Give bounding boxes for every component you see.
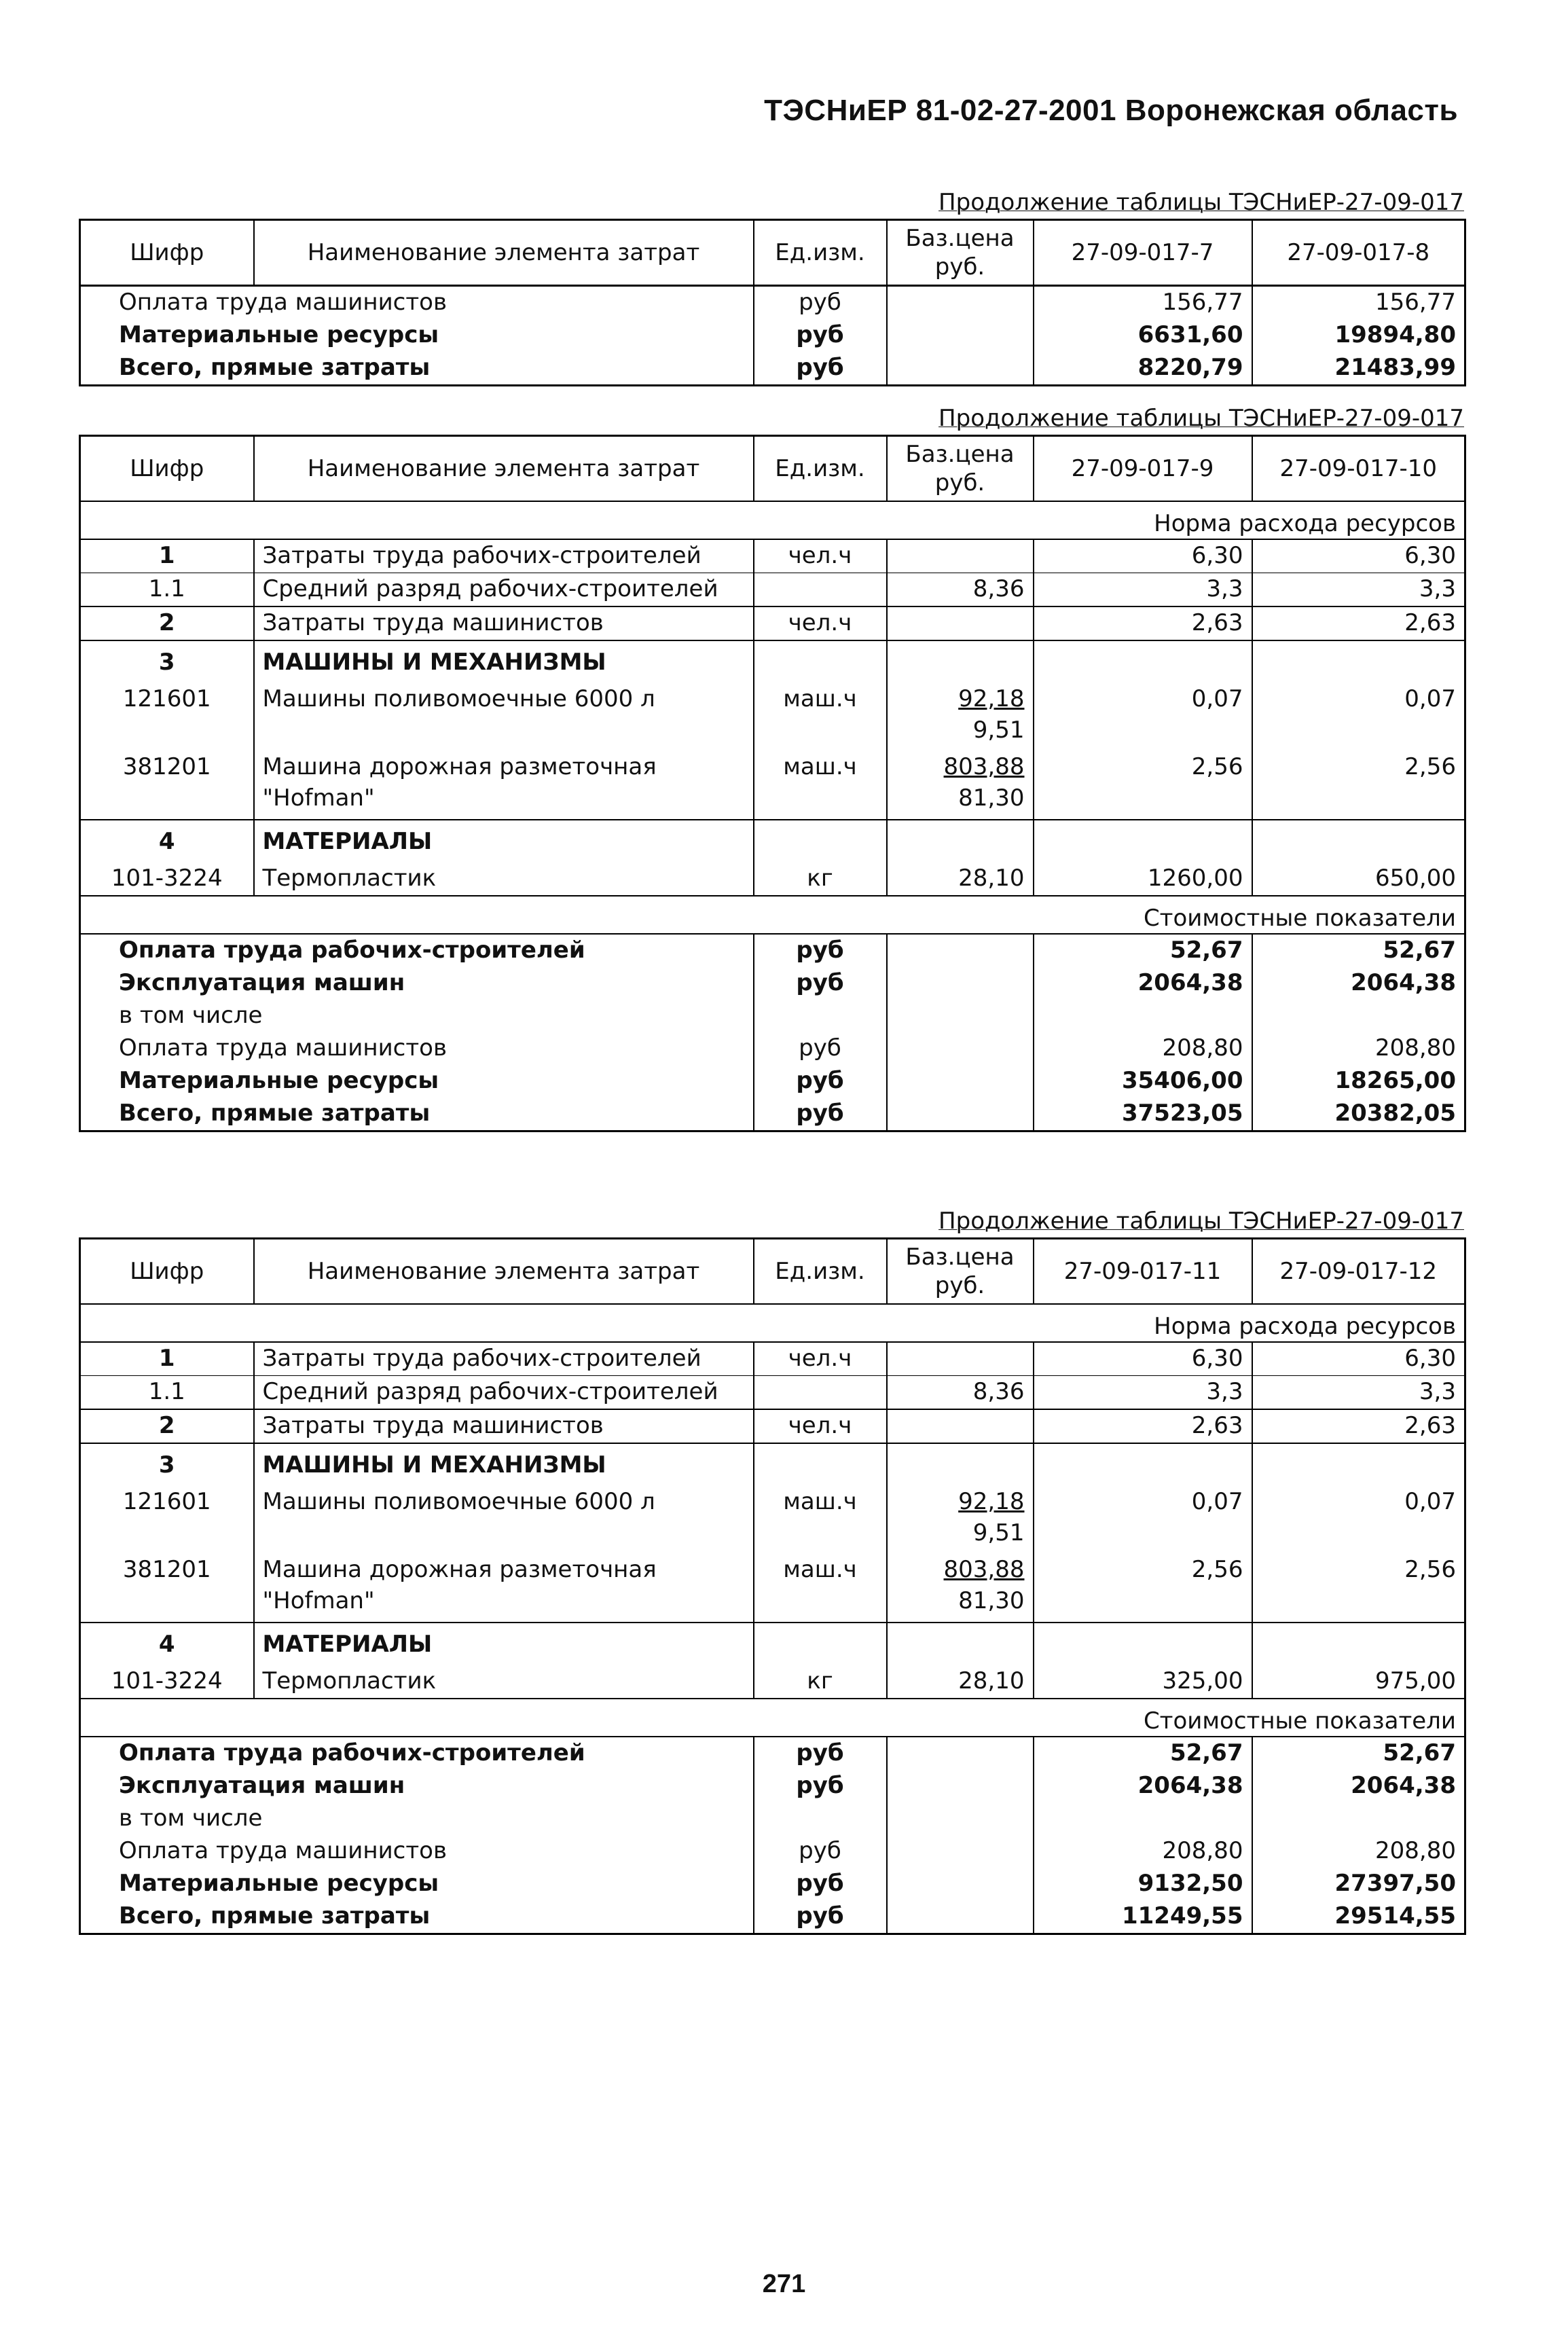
- row-code: 1: [158, 542, 175, 569]
- col-header-name: Наименование элемента затрат: [254, 220, 754, 286]
- row-value-a: 6631,60: [1034, 319, 1252, 352]
- row-name: Затраты труда машинистов: [254, 606, 754, 640]
- row-code: 381201: [122, 753, 211, 780]
- col-header-code: Шифр: [80, 436, 254, 502]
- section-row-cost: [80, 1699, 1465, 1737]
- col-header-a: 27-09-017-7: [1034, 220, 1252, 286]
- row-unit: чел.ч: [754, 606, 887, 640]
- row-code: 121601: [122, 685, 211, 712]
- row-code: 3: [158, 1451, 175, 1479]
- row-label: Материальные ресурсы: [119, 321, 439, 348]
- row-label: Эксплуатация машин: [119, 1772, 405, 1799]
- continuation-caption: Продолжение таблицы ТЭСНиЕР-27-09-017: [938, 189, 1464, 216]
- table-header-row: [80, 220, 1465, 286]
- row-name: [254, 751, 754, 820]
- row-name: [254, 1554, 754, 1623]
- row-code: 121601: [122, 1488, 211, 1515]
- table-row: [80, 683, 1465, 751]
- row-value-b: 21483,99: [1252, 352, 1465, 386]
- table-row: [80, 1098, 1465, 1131]
- row-price: 8,36: [887, 573, 1034, 607]
- row-value-b: 208,80: [1252, 1032, 1465, 1065]
- row-value-b: 3,3: [1252, 573, 1465, 607]
- col-header-code: Шифр: [80, 220, 254, 286]
- row-price: [887, 1486, 1034, 1554]
- col-header-unit: Ед.изм.: [754, 220, 887, 286]
- row-value-b: 2,63: [1252, 606, 1465, 640]
- table-row: [80, 319, 1465, 352]
- col-header-price: Баз.цена руб.: [887, 220, 1034, 286]
- row-name: Средний разряд рабочих-строителей: [254, 1376, 754, 1410]
- row-value-b: 52,67: [1252, 1737, 1465, 1770]
- row-unit: руб: [754, 1868, 887, 1900]
- row-name: Средний разряд рабочих-строителей: [254, 573, 754, 607]
- row-unit: руб: [754, 1835, 887, 1868]
- row-label: Материальные ресурсы: [119, 1870, 439, 1897]
- table-row: [80, 934, 1465, 967]
- table-row: [80, 1835, 1465, 1868]
- table-row: [80, 1802, 1465, 1835]
- row-value-a: 2,56: [1034, 751, 1252, 820]
- page-header-title: ТЭСНиЕР 81-02-27-2001 Воронежская область: [764, 94, 1458, 127]
- row-price: [887, 606, 1034, 640]
- row-code: 2: [158, 609, 175, 636]
- row-unit: руб: [754, 934, 887, 967]
- price-secondary: 9,51: [972, 1519, 1025, 1546]
- continuation-caption: Продолжение таблицы ТЭСНиЕР-27-09-017: [938, 405, 1464, 432]
- row-value-a: 156,77: [1034, 286, 1252, 320]
- row-unit: маш.ч: [754, 751, 887, 820]
- row-name: МАШИНЫ И МЕХАНИЗМЫ: [254, 1443, 754, 1486]
- row-label: Всего, прямые затраты: [119, 1100, 431, 1127]
- row-unit: руб: [754, 1065, 887, 1098]
- row-value-a: 35406,00: [1034, 1065, 1252, 1098]
- col-header-code: Шифр: [80, 1239, 254, 1305]
- row-value-a: 11249,55: [1034, 1900, 1252, 1934]
- table-row: [80, 286, 1465, 320]
- row-price: [887, 683, 1034, 751]
- row-price: [887, 1342, 1034, 1376]
- section-label-cost: Стоимостные показатели: [80, 896, 1465, 934]
- table-header-row: [80, 436, 1465, 502]
- row-price: [887, 751, 1034, 820]
- row-label: в том числе: [119, 1002, 263, 1029]
- row-value-b: 29514,55: [1252, 1900, 1465, 1934]
- row-label: в том числе: [119, 1805, 263, 1832]
- row-value-a: 2064,38: [1034, 1770, 1252, 1802]
- table-row: [80, 967, 1465, 1000]
- row-code: 1: [158, 1345, 175, 1372]
- row-code: 4: [158, 828, 175, 855]
- row-value-b: 20382,05: [1252, 1098, 1465, 1131]
- table-row: [80, 820, 1465, 863]
- table-row: [80, 573, 1465, 607]
- row-price: [887, 1554, 1034, 1623]
- row-name: Затраты труда рабочих-строителей: [254, 1342, 754, 1376]
- row-code: 3: [158, 649, 175, 676]
- col-header-name: Наименование элемента затрат: [254, 436, 754, 502]
- row-label: Оплата труда машинистов: [119, 289, 448, 316]
- row-unit: маш.ч: [754, 1554, 887, 1623]
- row-value-a: 6,30: [1034, 539, 1252, 573]
- row-label: Оплата труда рабочих-строителей: [119, 1739, 585, 1767]
- row-value-b: 156,77: [1252, 286, 1465, 320]
- row-name: Машины поливомоечные 6000 л: [254, 1486, 754, 1554]
- price-underlined: 92,18: [958, 685, 1025, 712]
- row-value-a: 2,56: [1034, 1554, 1252, 1623]
- row-unit: чел.ч: [754, 1409, 887, 1443]
- table-row: [80, 1000, 1465, 1032]
- row-value-a: 208,80: [1034, 1835, 1252, 1868]
- table-row: [80, 1409, 1465, 1443]
- row-name-line2: "Hofman": [262, 784, 375, 812]
- row-price: 28,10: [887, 1665, 1034, 1699]
- row-value-a: 37523,05: [1034, 1098, 1252, 1131]
- table-row: [80, 863, 1465, 896]
- row-unit: маш.ч: [754, 683, 887, 751]
- continuation-caption: Продолжение таблицы ТЭСНиЕР-27-09-017: [938, 1208, 1464, 1235]
- table-row: [80, 606, 1465, 640]
- table-row: [80, 640, 1465, 683]
- row-value-a: 3,3: [1034, 1376, 1252, 1410]
- row-name: Машины поливомоечные 6000 л: [254, 683, 754, 751]
- row-name-line1: Машина дорожная разметочная: [262, 1556, 657, 1583]
- table-block-3: [79, 1205, 1464, 1935]
- col-header-a: 27-09-017-11: [1034, 1239, 1252, 1305]
- row-unit: [754, 573, 887, 607]
- table-row: [80, 1623, 1465, 1665]
- row-label: Эксплуатация машин: [119, 969, 405, 996]
- row-price: 28,10: [887, 863, 1034, 896]
- row-value-a: 0,07: [1034, 1486, 1252, 1554]
- row-value-a: 325,00: [1034, 1665, 1252, 1699]
- row-unit: руб: [754, 1900, 887, 1934]
- table-row: [80, 1486, 1465, 1554]
- col-header-unit: Ед.изм.: [754, 436, 887, 502]
- table-block-2: [79, 402, 1464, 1132]
- rates-table: [79, 219, 1466, 386]
- row-value-a: 208,80: [1034, 1032, 1252, 1065]
- row-price: 8,36: [887, 1376, 1034, 1410]
- table-row: [80, 1900, 1465, 1934]
- row-unit: руб: [754, 1737, 887, 1770]
- table-row: [80, 1342, 1465, 1376]
- row-code: 101-3224: [111, 865, 223, 892]
- row-price: [887, 1409, 1034, 1443]
- rates-table: [79, 435, 1466, 1132]
- row-name: МАШИНЫ И МЕХАНИЗМЫ: [254, 640, 754, 683]
- row-name: Термопластик: [254, 863, 754, 896]
- col-header-b: 27-09-017-10: [1252, 436, 1465, 502]
- row-value-a: 52,67: [1034, 1737, 1252, 1770]
- price-underlined: 803,88: [943, 1556, 1025, 1583]
- row-value-a: 52,67: [1034, 934, 1252, 967]
- row-code: 2: [158, 1412, 175, 1439]
- page-number: 271: [762, 2270, 806, 2298]
- table-row: [80, 1554, 1465, 1623]
- col-header-price: Баз.цена руб.: [887, 1239, 1034, 1305]
- col-header-a: 27-09-017-9: [1034, 436, 1252, 502]
- row-value-b: 2,56: [1252, 751, 1465, 820]
- row-value-b: 6,30: [1252, 1342, 1465, 1376]
- row-value-a: 3,3: [1034, 573, 1252, 607]
- row-value-b: 6,30: [1252, 539, 1465, 573]
- row-value-b: 975,00: [1252, 1665, 1465, 1699]
- row-label: Оплата труда рабочих-строителей: [119, 937, 585, 964]
- row-value-b: 208,80: [1252, 1835, 1465, 1868]
- col-header-name: Наименование элемента затрат: [254, 1239, 754, 1305]
- row-unit: [754, 1376, 887, 1410]
- row-value-b: 2,63: [1252, 1409, 1465, 1443]
- col-header-unit: Ед.изм.: [754, 1239, 887, 1305]
- table-header-row: [80, 1239, 1465, 1305]
- price-secondary: 9,51: [972, 717, 1025, 744]
- row-value-b: 2,56: [1252, 1554, 1465, 1623]
- row-value-a: 2,63: [1034, 606, 1252, 640]
- row-value-b: 0,07: [1252, 1486, 1465, 1554]
- row-unit: кг: [754, 863, 887, 896]
- row-label: Всего, прямые затраты: [119, 354, 431, 381]
- row-name-line2: "Hofman": [262, 1587, 375, 1614]
- row-price: [887, 539, 1034, 573]
- row-value-b: 0,07: [1252, 683, 1465, 751]
- col-header-b: 27-09-017-8: [1252, 220, 1465, 286]
- section-label-norm: Норма расхода ресурсов: [80, 1304, 1465, 1342]
- price-secondary: 81,30: [958, 1587, 1025, 1614]
- row-value-b: 2064,38: [1252, 1770, 1465, 1802]
- row-name: Затраты труда рабочих-строителей: [254, 539, 754, 573]
- row-label: Оплата труда машинистов: [119, 1034, 448, 1062]
- row-value-a: 2,63: [1034, 1409, 1252, 1443]
- price-secondary: 81,30: [958, 784, 1025, 812]
- row-unit: чел.ч: [754, 539, 887, 573]
- row-value-b: 18265,00: [1252, 1065, 1465, 1098]
- row-code: 1.1: [148, 1378, 185, 1405]
- row-value-a: 6,30: [1034, 1342, 1252, 1376]
- row-value-b: 27397,50: [1252, 1868, 1465, 1900]
- row-value-a: 0,07: [1034, 683, 1252, 751]
- rates-table: [79, 1237, 1466, 1935]
- section-row-norm: [80, 501, 1465, 539]
- row-unit: руб: [754, 352, 887, 386]
- row-label: Материальные ресурсы: [119, 1067, 439, 1094]
- table-block-1: [79, 186, 1464, 386]
- row-name: Термопластик: [254, 1665, 754, 1699]
- row-unit: руб: [754, 319, 887, 352]
- section-label-norm: Норма расхода ресурсов: [80, 501, 1465, 539]
- row-value-b: 3,3: [1252, 1376, 1465, 1410]
- row-value-b: 52,67: [1252, 934, 1465, 967]
- col-header-price: Баз.цена руб.: [887, 436, 1034, 502]
- table-row: [80, 1065, 1465, 1098]
- row-unit: кг: [754, 1665, 887, 1699]
- row-unit: руб: [754, 967, 887, 1000]
- section-row-cost: [80, 896, 1465, 934]
- table-row: [80, 751, 1465, 820]
- row-value-b: 650,00: [1252, 863, 1465, 896]
- table-row: [80, 1443, 1465, 1486]
- section-row-norm: [80, 1304, 1465, 1342]
- row-value-a: 8220,79: [1034, 352, 1252, 386]
- row-unit: руб: [754, 1770, 887, 1802]
- col-header-b: 27-09-017-12: [1252, 1239, 1465, 1305]
- row-value-a: 9132,50: [1034, 1868, 1252, 1900]
- price-underlined: 92,18: [958, 1488, 1025, 1515]
- row-label: Оплата труда машинистов: [119, 1837, 448, 1864]
- row-name: МАТЕРИАЛЫ: [254, 1623, 754, 1665]
- table-row: [80, 352, 1465, 386]
- table-row: [80, 1032, 1465, 1065]
- row-code: 101-3224: [111, 1667, 223, 1695]
- row-code: 381201: [122, 1556, 211, 1583]
- price-underlined: 803,88: [943, 753, 1025, 780]
- row-unit: руб: [754, 286, 887, 320]
- row-name: МАТЕРИАЛЫ: [254, 820, 754, 863]
- section-label-cost: Стоимостные показатели: [80, 1699, 1465, 1737]
- row-code: 1.1: [148, 575, 185, 602]
- table-row: [80, 539, 1465, 573]
- table-row: [80, 1737, 1465, 1770]
- row-unit: руб: [754, 1032, 887, 1065]
- row-unit: маш.ч: [754, 1486, 887, 1554]
- row-unit: чел.ч: [754, 1342, 887, 1376]
- row-code: 4: [158, 1631, 175, 1658]
- row-value-a: 2064,38: [1034, 967, 1252, 1000]
- table-row: [80, 1868, 1465, 1900]
- row-value-a: 1260,00: [1034, 863, 1252, 896]
- row-name: Затраты труда машинистов: [254, 1409, 754, 1443]
- table-row: [80, 1665, 1465, 1699]
- table-row: [80, 1376, 1465, 1410]
- row-unit: руб: [754, 1098, 887, 1131]
- row-name-line1: Машина дорожная разметочная: [262, 753, 657, 780]
- table-row: [80, 1770, 1465, 1802]
- row-value-b: 2064,38: [1252, 967, 1465, 1000]
- row-label: Всего, прямые затраты: [119, 1902, 431, 1930]
- row-value-b: 19894,80: [1252, 319, 1465, 352]
